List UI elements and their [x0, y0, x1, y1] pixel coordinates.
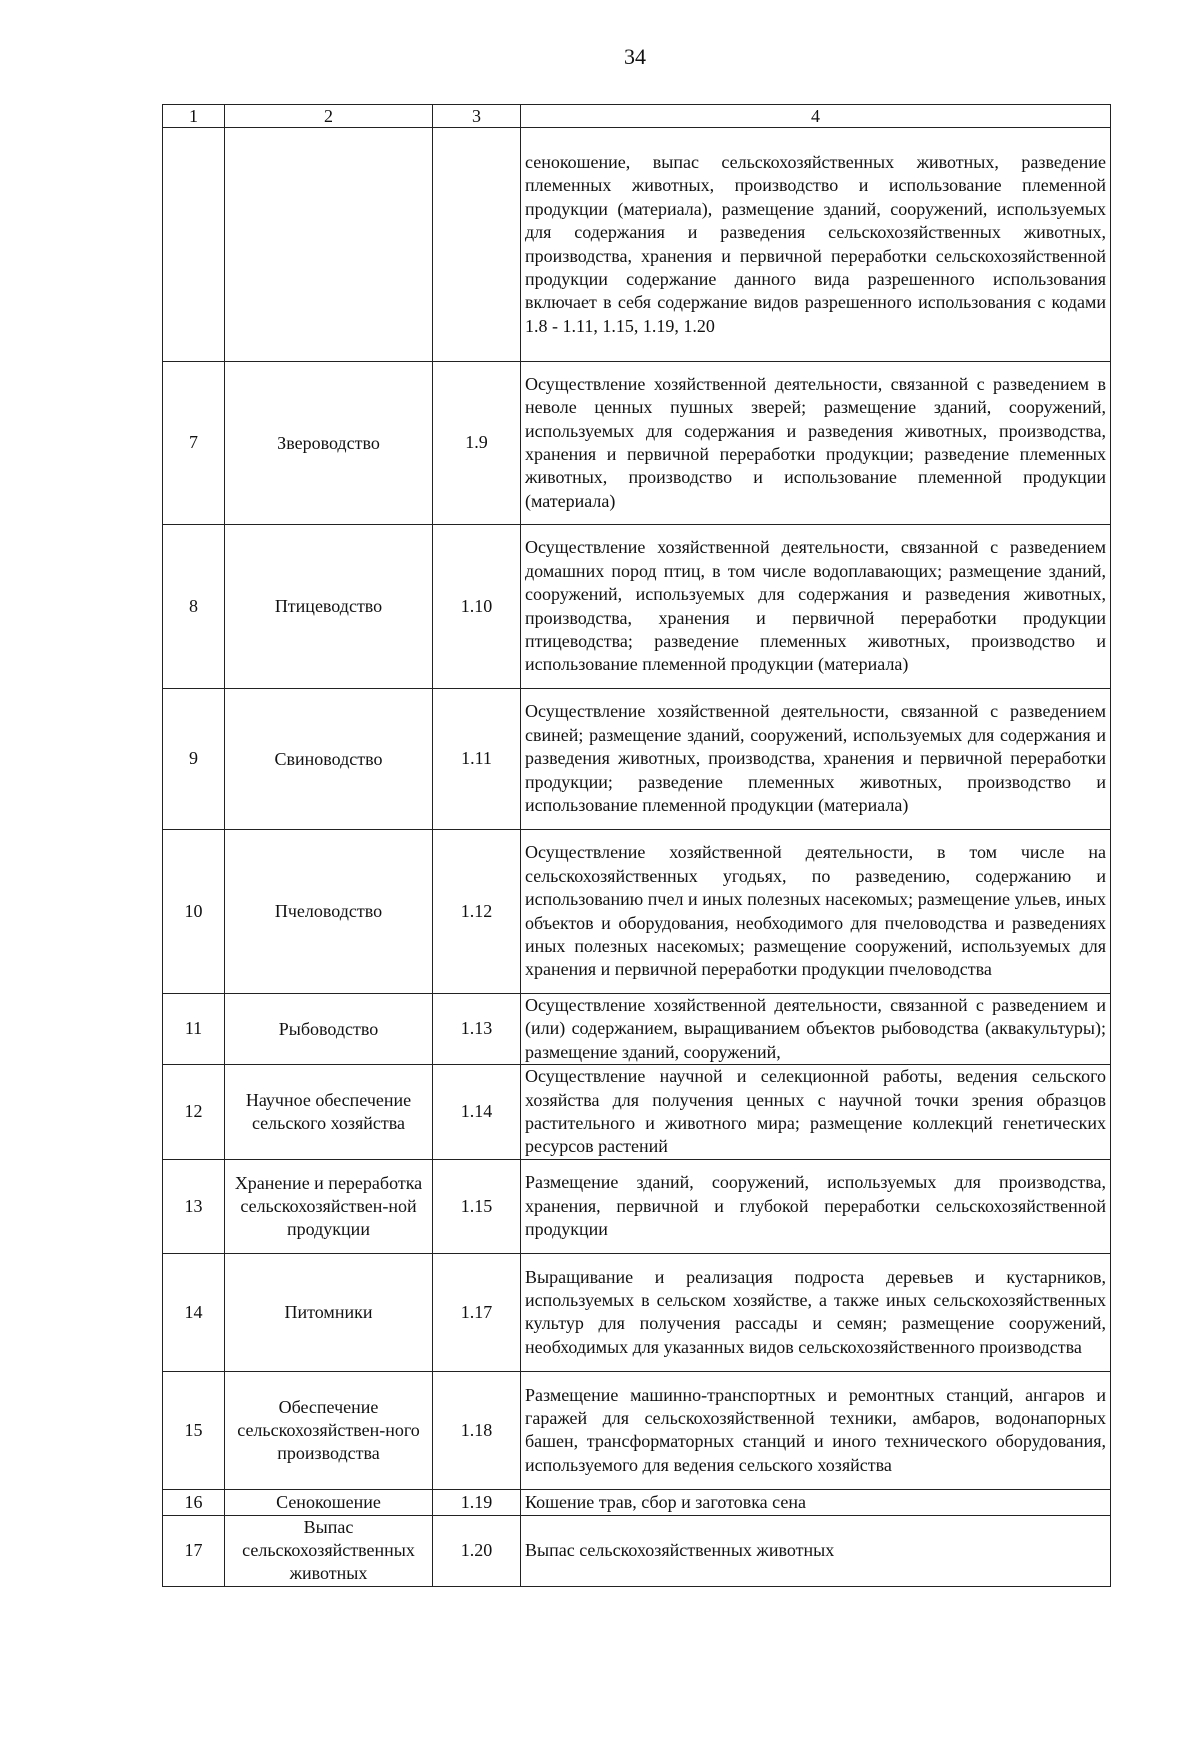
table-row [163, 830, 1111, 994]
row-description: Размещение зданий, сооружений, используемых для производства, хранения, первичной и глубокой переработки сельскохозяйственной продукции [521, 1159, 1111, 1253]
row-name: Выпас сельскохозяйственных животных [225, 1515, 433, 1586]
row-description: Выпас сельскохозяйственных животных [521, 1515, 1111, 1586]
row-name: Обеспечение сельскохозяйствен-ного производства [225, 1371, 433, 1489]
row-description: Осуществление хозяйственной деятельности, связанной с разведением домашних пород птиц, в том числе водоплавающих; размещение зданий, сооружений, используемых для содержания и разведения животных, производства, хранения и первичной переработки продукции птицеводства; разведение племенных животных, производство и использование племенной продукции (материала) [521, 525, 1111, 689]
row-number: 16 [163, 1489, 225, 1515]
row-number: 17 [163, 1515, 225, 1586]
row-number: 10 [163, 830, 225, 994]
row-description: Кошение трав, сбор и заготовка сена [521, 1489, 1111, 1515]
row-code [433, 128, 521, 362]
row-description: Осуществление хозяйственной деятельности, связанной с разведением свиней; размещение зданий, сооружений, используемых для содержания и разведения животных, производства, хранения и первичной переработки продукции; разведение племенных животных, производство и использование племенной продукции (материала) [521, 689, 1111, 830]
row-code: 1.18 [433, 1371, 521, 1489]
row-code: 1.20 [433, 1515, 521, 1586]
row-number: 7 [163, 362, 225, 525]
row-code: 1.12 [433, 830, 521, 994]
row-name [225, 128, 433, 362]
row-number: 14 [163, 1253, 225, 1371]
row-number: 9 [163, 689, 225, 830]
row-description: Осуществление хозяйственной деятельности, в том числе на сельскохозяйственных угодьях, по разведению, содержанию и использованию пчел и иных полезных насекомых; размещение ульев, иных объектов и оборудования, необходимого для пчеловодства и разведениях иных полезных насекомых; размещение сооружений, используемых для хранения и первичной переработки продукции пчеловодства [521, 830, 1111, 994]
table-row [163, 1065, 1111, 1160]
row-description: Осуществление научной и селекционной работы, ведения сельского хозяйства для получения ценных с научной точки зрения образцов растительного и животного мира; размещение коллекций генетических ресурсов растений [521, 1065, 1111, 1160]
row-name: Научное обеспечение сельского хозяйства [225, 1065, 433, 1160]
row-code: 1.11 [433, 689, 521, 830]
row-number: 12 [163, 1065, 225, 1160]
row-code: 1.15 [433, 1159, 521, 1253]
row-code: 1.14 [433, 1065, 521, 1160]
row-description: сенокошение, выпас сельскохозяйственных животных, разведение племенных животных, производство и использование племенной продукции (материала), размещение зданий, сооружений, используемых для содержания и разведения сельскохозяйственных животных, производства, хранения и первичной переработки сельскохозяйственной продукции содержание данного вида разрешенного использования включает в себя содержание видов разрешенного использования с кодами 1.8 - 1.11, 1.15, 1.19, 1.20 [521, 128, 1111, 362]
row-description: Осуществление хозяйственной деятельности, связанной с разведением в неволе ценных пушных зверей; размещение зданий, сооружений, используемых для содержания и разведения животных, производства, хранения и первичной переработки продукции; разведение племенных животных, производство и использование племенной продукции (материала) [521, 362, 1111, 525]
row-number: 13 [163, 1159, 225, 1253]
table-row [163, 1371, 1111, 1489]
table-row [163, 362, 1111, 525]
row-name: Рыбоводство [225, 994, 433, 1065]
row-number [163, 128, 225, 362]
table-row [163, 1515, 1111, 1586]
row-description: Размещение машинно-транспортных и ремонтных станций, ангаров и гаражей для сельскохозяйственной техники, амбаров, водонапорных башен, трансформаторных станций и иного технического оборудования, используемого для ведения сельского хозяйства [521, 1371, 1111, 1489]
land-use-table [162, 104, 1111, 1587]
column-header-3: 3 [433, 105, 521, 128]
row-code: 1.17 [433, 1253, 521, 1371]
row-name: Птицеводство [225, 525, 433, 689]
table-row [163, 689, 1111, 830]
table-row [163, 1253, 1111, 1371]
row-code: 1.10 [433, 525, 521, 689]
table-row [163, 128, 1111, 362]
row-number: 15 [163, 1371, 225, 1489]
row-code: 1.13 [433, 994, 521, 1065]
table-row [163, 1159, 1111, 1253]
table-row [163, 1489, 1111, 1515]
page-number: 34 [624, 44, 646, 69]
table-header-row [163, 105, 1111, 128]
row-code: 1.19 [433, 1489, 521, 1515]
column-header-1: 1 [163, 105, 225, 128]
row-number: 8 [163, 525, 225, 689]
row-description: Осуществление хозяйственной деятельности, связанной с разведением и (или) содержанием, выращиванием объектов рыбоводства (аквакультуры); размещение зданий, сооружений, [521, 994, 1111, 1065]
table-row [163, 994, 1111, 1065]
row-number: 11 [163, 994, 225, 1065]
row-name: Свиноводство [225, 689, 433, 830]
row-name: Пчеловодство [225, 830, 433, 994]
row-name: Хранение и переработка сельскохозяйствен-ной продукции [225, 1159, 433, 1253]
column-header-2: 2 [225, 105, 433, 128]
table-row [163, 525, 1111, 689]
row-name: Питомники [225, 1253, 433, 1371]
row-code: 1.9 [433, 362, 521, 525]
column-header-4: 4 [521, 105, 1111, 128]
row-name: Сенокошение [225, 1489, 433, 1515]
row-name: Звероводство [225, 362, 433, 525]
row-description: Выращивание и реализация подроста деревьев и кустарников, используемых в сельском хозяйстве, а также иных сельскохозяйственных культур для получения рассады и семян; размещение сооружений, необходимых для указанных видов сельскохозяйственного производства [521, 1253, 1111, 1371]
